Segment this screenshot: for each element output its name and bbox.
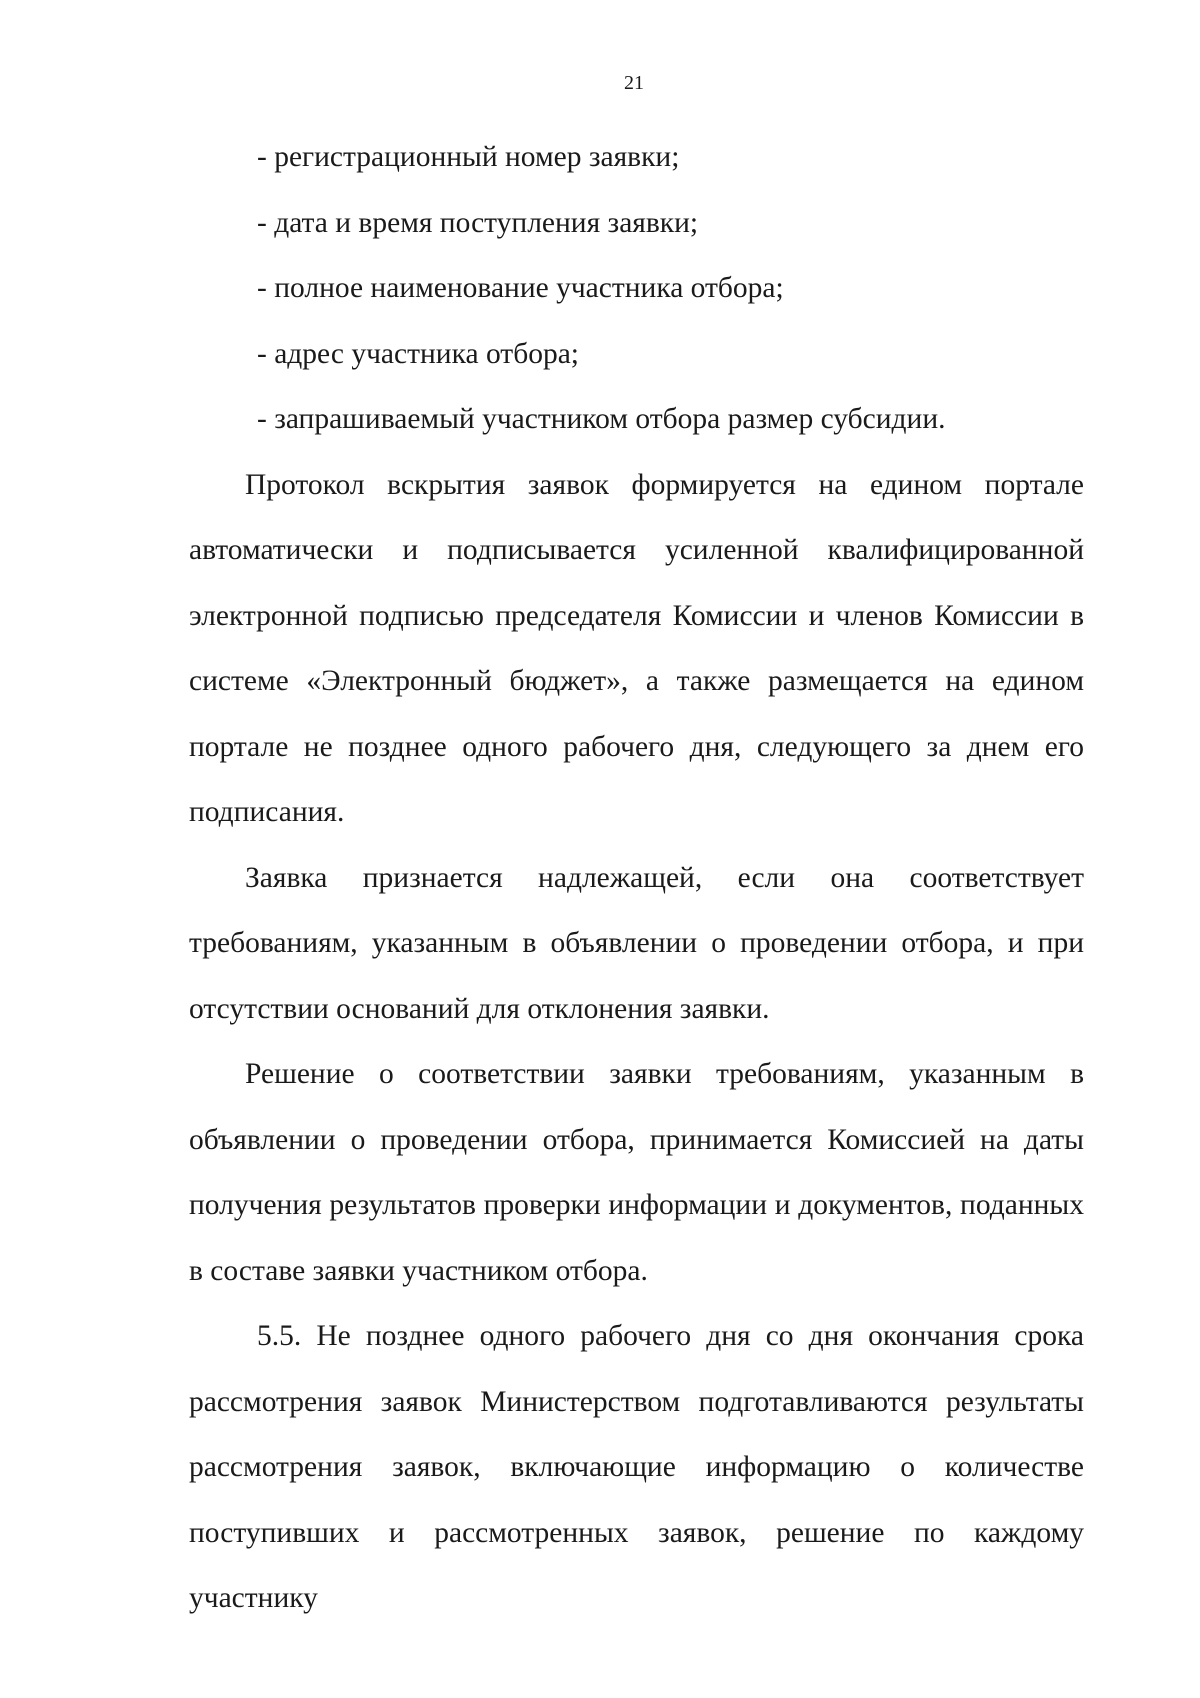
list-item-full-name: - полное наименование участника отбора;: [257, 272, 784, 304]
list-item-date-time: - дата и время поступления заявки;: [257, 206, 699, 239]
paragraph-compliance-decision: Решение о соответствии заявки требованиям, указанным в объявлении о проведении отбора, принимается Комиссией на даты получения результатов проверки информации и документов, поданных в составе заявки участником отбора.: [189, 1058, 1084, 1287]
list-item-address: - адрес участника отбора;: [257, 337, 579, 370]
page-number: 21: [624, 72, 644, 94]
list-item-registration-number: - регистрационный номер заявки;: [257, 141, 680, 173]
paragraph-protocol: Протокол вскрытия заявок формируется на едином портале автоматически и подписывается усиленной квалифицированной электронной подписью председателя Комиссии и членов Комиссии в системе «Электронный бюджет», а также размещается на едином портале не позднее одного рабочего дня, следующего за днем его подписания.: [189, 468, 1084, 828]
paragraph-application-proper: Заявка признается надлежащей, если она соответствует требованиям, указанным в объявлении о проведении отбора, и при отсутствии оснований для отклонения заявки.: [189, 861, 1084, 1025]
list-item-subsidy-amount: - запрашиваемый участником отбора размер субсидии.: [257, 403, 946, 435]
document-body: [189, 125, 1084, 1632]
paragraph-section-5-5: 5.5. Не позднее одного рабочего дня со дня окончания срока рассмотрения заявок Министерством подготавливаются результаты рассмотрения заявок, включающие информацию о количестве поступивших и рассмотренных заявок, решение по каждому участнику: [189, 1320, 1084, 1614]
